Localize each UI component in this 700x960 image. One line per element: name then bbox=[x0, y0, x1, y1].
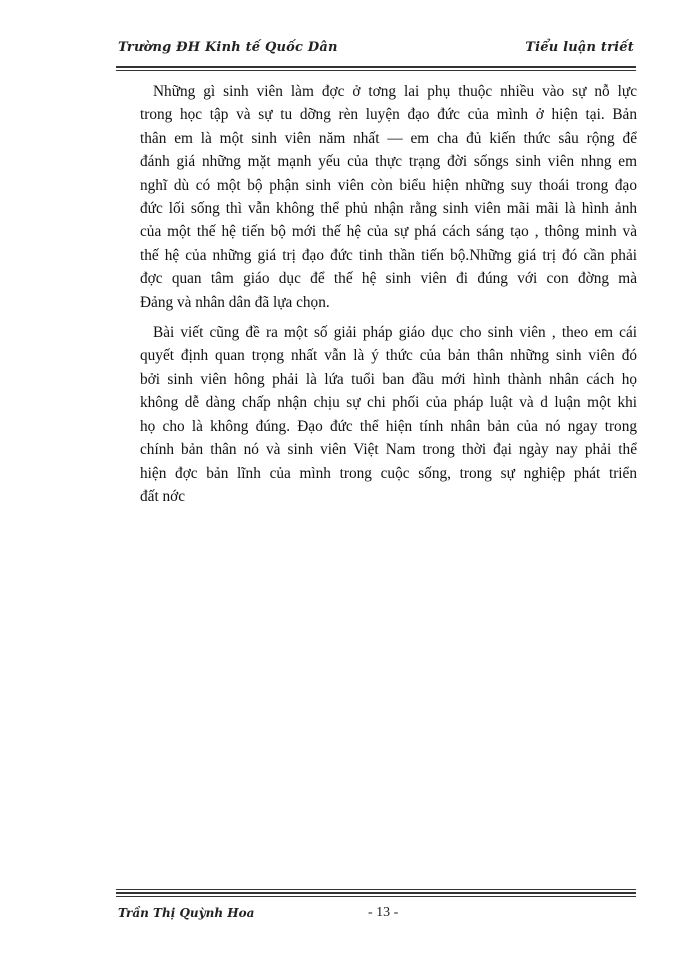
text-line: trong học tập và sự tu dỡng rèn luyện đạo đức của mình ở hiện tại. Bản bbox=[140, 106, 637, 124]
text-line: đánh giá những mặt mạnh yếu của thực trạng đời sốngs sinh viên nhng em bbox=[140, 153, 637, 171]
footer-author: Trần Thị Quỳnh Hoa bbox=[118, 906, 255, 920]
paragraph-2 bbox=[140, 321, 637, 508]
footer-rule-bottom bbox=[116, 896, 636, 897]
body-text bbox=[140, 80, 637, 508]
page-number: - 13 - bbox=[368, 905, 399, 920]
text-line: không dễ dàng chấp nhận chịu sự chi phối của pháp luật và d luận một khi bbox=[140, 394, 637, 412]
text-line: đức lối sống thì vẫn không thể phủ nhận rằng sinh viên mãi mãi là hình ảnh bbox=[140, 200, 637, 218]
text-line: nghĩ dù có một bộ phận sinh viên còn biểu hiện những suy thoái trong đạo bbox=[140, 176, 637, 194]
text-line: Đảng và nhân dân đã lựa chọn. bbox=[140, 293, 330, 311]
paragraph-1 bbox=[140, 80, 637, 314]
header-rule-thin bbox=[116, 70, 636, 71]
text-line: họ cho là không đúng. Đạo đức thể hiện tính nhân bản của nó ngay trong bbox=[140, 417, 637, 435]
text-line: đợc quan tâm giáo dục để thế hệ sinh viên đi đúng với con đờng mà bbox=[140, 270, 637, 288]
page-footer bbox=[118, 906, 634, 924]
header-rule-thick bbox=[116, 66, 636, 68]
text-line: của một thế hệ tiến bộ mới thế hệ của sự phá cách sáng tạo , thông minh và bbox=[140, 223, 637, 241]
text-line: quyết định quan trọng nhất vẫn là ý thức của bản thân những sinh viên đó bbox=[140, 347, 637, 365]
text-line: thân em là một sinh viên năm nhất — em cha đủ kiến thức sâu rộng để bbox=[140, 129, 637, 147]
page-header bbox=[118, 40, 634, 60]
text-line: chính bản thân nó và sinh viên Việt Nam trong thời đại ngày nay phải thể bbox=[140, 441, 637, 459]
header-document-type: Tiểu luận triết bbox=[525, 40, 634, 55]
text-line: đất nớc bbox=[140, 487, 186, 505]
text-line: Những gì sinh viên làm đợc ở tơng lai phụ thuộc nhiều vào sự nỗ lực bbox=[153, 83, 637, 100]
footer-rule-top bbox=[116, 889, 636, 890]
text-line: hiện đợc bản lĩnh của mình trong cuộc sống, trong sự nghiệp phát triển bbox=[140, 464, 637, 482]
text-line: thế hệ của những giá trị đạo đức tinh thần tiến bộ.Những giá trị đó cần phải bbox=[140, 246, 637, 264]
header-school-name: Trường ĐH Kinh tế Quốc Dân bbox=[118, 40, 338, 55]
text-line: bởi sinh viên hông phải là lứa tuổi ban đầu mới hình thành nhân cách họ bbox=[140, 370, 637, 388]
text-line: Bài viết cũng đề ra một số giải pháp giáo dục cho sinh viên , theo em cái bbox=[153, 324, 637, 342]
footer-rule-middle bbox=[116, 892, 636, 894]
